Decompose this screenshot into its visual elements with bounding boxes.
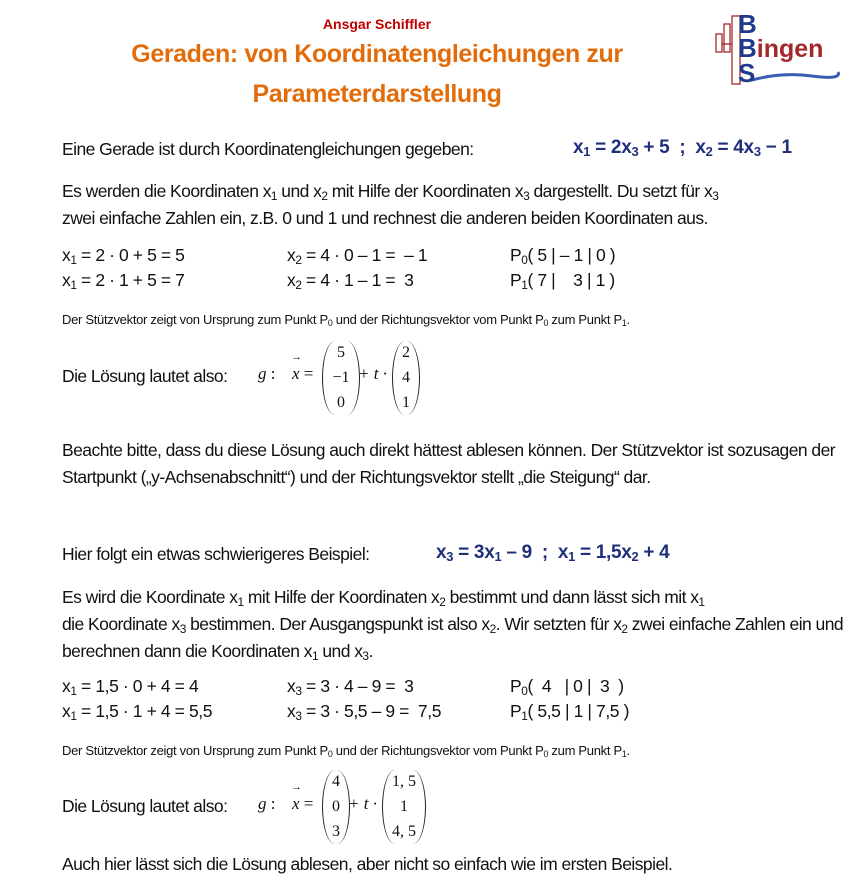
calc-row: $x_1 = 1,5 \cdot 1 + 4 = 5,5$: [62, 701, 213, 723]
example1-intro: Eine Gerade ist durch Koordinatengleichungen gegeben:: [62, 139, 474, 159]
page-title-line-2: Parameterdarstellung: [252, 80, 502, 108]
example1-explanation: Es werden die Koordinaten $x_1$ und $x_2$ mit Hilfe der Koordinaten $x_3$ dargestellt. Du setzt für $x_3$ zwei einfache Zahlen ein, z.B. 0 und 1 und rechnest die anderen beiden Koordinaten aus.: [62, 181, 719, 228]
example1-equation: $x_1 = 2x_3 + 5$ ; $x_2 = 4x_3 - 1$: [573, 137, 792, 160]
point-p0: $P_0$( 5 | – 1 | 0 ): [510, 245, 616, 267]
calc-row: $x_1 = 1,5 \cdot 0 + 4 = 4$: [62, 676, 199, 698]
calc-row: $x_3 = 3 \cdot 5,5 - 9 = 7,5$: [287, 701, 442, 723]
point-p0: $P_0$( 4 | 0 | 3 ): [510, 676, 624, 698]
logo-word: ingen: [756, 35, 824, 63]
calc-row: $x_2 = 4 \cdot 1 - 1 = 3$: [287, 270, 414, 292]
line-name-g: g: [258, 364, 267, 383]
plus-t-dot: + t ·: [358, 364, 387, 383]
calc-row: $x_1 = 2 \cdot 0 + 5 = 5$: [62, 245, 185, 267]
example1-remark: Beachte bitte, dass du diese Lösung auch direkt hättest ablesen können. Der Stützvektor ist sozusagen der Startpunkt („y-Achsenabschnitt“) und der Richtungsvektor stellt „die Steigung“ dar.: [62, 440, 836, 487]
solution-label: Die Lösung lautet also:: [62, 366, 228, 386]
calc-row: $x_2 = 4 \cdot 0 - 1$ = – 1: [287, 245, 428, 267]
point-p1: $P_1$( 7 | 3 | 1 ): [510, 270, 615, 292]
example2-intro: Hier folgt ein etwas schwierigeres Beispiel:: [62, 544, 370, 564]
author-name: Ansgar Schiffler: [322, 16, 432, 32]
example2-equation: $x_3 = 3x_1 - 9$ ; $x_1 = 1,5x_2 + 4$: [436, 542, 670, 565]
support-vector: 4 0 3: [322, 770, 350, 844]
bbs-bingen-logo: [712, 9, 842, 90]
example2-explanation: Es wird die Koordinate $x_1$ mit Hilfe der Koordinaten $x_2$ bestimmt und dann lässt sich mit $x_1$ die Koordinate $x_3$ bestimmen. Der Ausgangspunkt ist also $x_2$. Wir setzten für $x_2$ zwei einfache Zahlen ein und berechnen dann die Koordinaten $x_1$ und $x_3$.: [62, 587, 844, 663]
example2-note: Der Stützvektor zeigt von Ursprung zum Punkt $P_0$ und der Richtungsvektor vom Punkt $P_0$ zum Punkt $P_1$.: [62, 743, 630, 760]
calc-row: $x_3 = 3 \cdot 4 - 9 = 3$: [287, 676, 414, 698]
line-name-g: g: [258, 794, 267, 813]
point-p1: $P_1$( 5,5 | 1 | 7,5 ): [510, 701, 630, 723]
logo-letter-b2: B: [738, 33, 757, 63]
plus-t-dot: + t ·: [348, 794, 377, 813]
logo-letter-b1: B: [738, 9, 757, 39]
solution-label: Die Lösung lautet also:: [62, 796, 228, 816]
logo-letter-s: S: [738, 58, 756, 88]
position-vector-x: → x: [292, 794, 300, 813]
page-title-line-1: Geraden: von Koordinatengleichungen zur: [131, 40, 623, 68]
direction-vector: 1, 5 1 4, 5: [382, 770, 426, 844]
example1-note: Der Stützvektor zeigt von Ursprung zum Punkt $P_0$ und der Richtungsvektor vom Punkt $P_0$ zum Punkt $P_1$.: [62, 312, 630, 329]
position-vector-x: → x: [292, 364, 300, 383]
calc-row: $x_1 = 2 \cdot 1 + 5 = 7$: [62, 270, 185, 292]
support-vector: 5 −1 0: [322, 341, 360, 415]
example2-remark: Auch hier lässt sich die Lösung ablesen, aber nicht so einfach wie im ersten Beispiel.: [62, 854, 673, 874]
direction-vector: 2 4 1: [392, 341, 420, 415]
